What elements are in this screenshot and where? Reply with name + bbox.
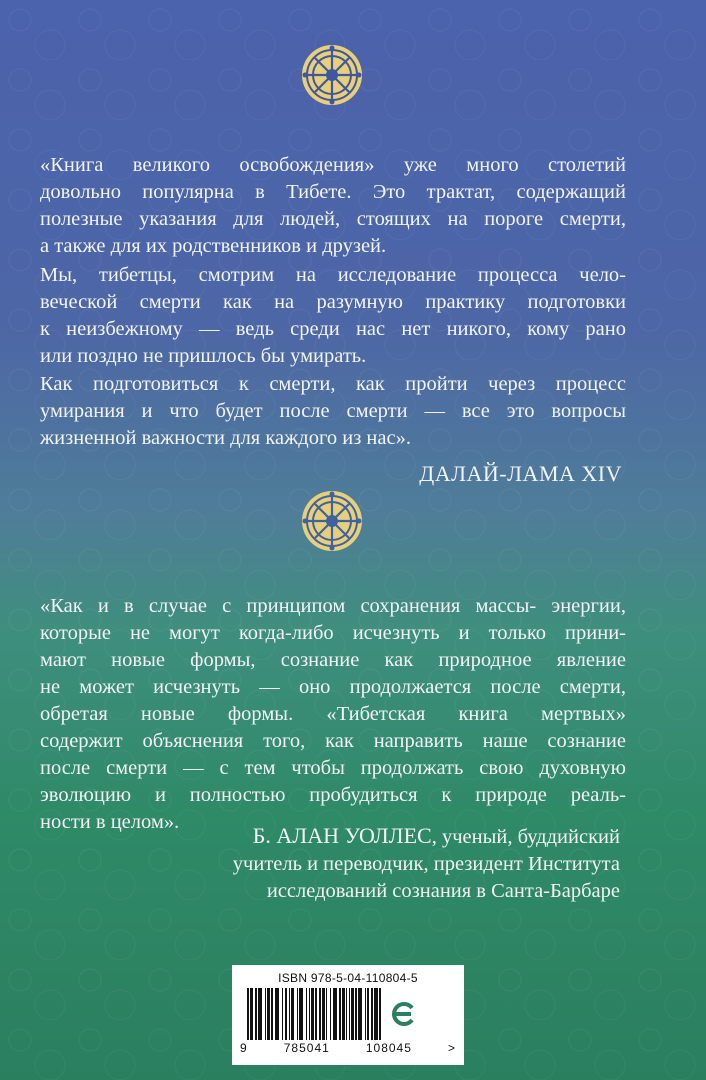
quote1-author: ДАЛАЙ-ЛАМА XIV: [419, 461, 622, 486]
barcode-bar: [326, 988, 327, 1040]
quote2-author-name: Б. АЛАН УОЛЛЕС: [252, 823, 432, 848]
barcode-bar: [278, 988, 279, 1040]
barcode-bar: [291, 988, 293, 1040]
barcode-bar: [299, 988, 301, 1040]
barcode-bar: [286, 988, 287, 1040]
barcode-bar: [358, 988, 359, 1040]
quote2-author-desc: , ученый, буддийский: [431, 826, 620, 848]
barcode-bar: [374, 988, 375, 1040]
quote1-paragraph-1: [40, 152, 626, 260]
barcode-bar: [315, 988, 317, 1040]
barcode-bar: [365, 988, 366, 1040]
text-line: Как подготовиться к смерти, как пройти через процесс: [40, 373, 626, 395]
barcode-bar: [269, 988, 270, 1040]
barcode-bar: [261, 988, 262, 1040]
barcode-bar: [375, 988, 377, 1040]
text-line: умирания и что будет после смерти — все это вопросы: [40, 400, 626, 422]
isbn-barcode: [232, 965, 464, 1065]
barcode-bar: [297, 988, 298, 1040]
barcode-bar: [267, 988, 269, 1040]
text-line: веческой смерти как на разумную практику подготовки: [40, 291, 626, 313]
barcode-bar: [359, 988, 361, 1040]
barcode-bar: [275, 988, 277, 1040]
barcode-bar: [259, 988, 261, 1040]
barcode-bar: [330, 988, 331, 1040]
barcode-digits: [240, 1041, 456, 1055]
barcode-bar: [301, 988, 302, 1040]
quote1-paragraph-2: [40, 262, 626, 370]
barcode-bar: [251, 988, 253, 1040]
text-line: которые не могут когда-либо исчезнуть и только прини-: [40, 622, 626, 644]
dharma-wheel-icon: [301, 490, 363, 552]
text-line: или поздно не пришлось бы умирать.: [40, 345, 367, 367]
barcode-bar: [250, 988, 251, 1040]
barcode-bar: [371, 988, 373, 1040]
barcode-bar: [322, 988, 323, 1040]
quote2-body: [40, 593, 626, 836]
barcode-bar: [293, 988, 294, 1040]
barcode-bar: [282, 988, 283, 1040]
text-line: ности в целом».: [40, 811, 180, 833]
text-line: а также для их родственников и друзей.: [40, 235, 387, 257]
barcode-bar: [349, 988, 350, 1040]
barcode-digit-group: 9: [240, 1041, 248, 1055]
credit-line: [60, 822, 620, 851]
text-line: довольно популярна в Тибете. Это трактат, содержащий: [40, 181, 626, 203]
barcode-bar: [334, 988, 335, 1040]
barcode-bar: [353, 988, 354, 1040]
text-line: содержит объяснения того, как направить наше сознание: [40, 730, 626, 752]
text-line: «Книга великого освобождения» уже много столетий: [40, 154, 626, 176]
barcode-bar: [335, 988, 337, 1040]
barcode-digit-group: 108045: [365, 1041, 412, 1055]
credit-line: исследований сознания в Санта-Барбаре: [266, 880, 620, 902]
text-line: «Как и в случае с принципом сохранения массы- энергии,: [40, 595, 626, 617]
text-line: после смерти — с тем чтобы продолжать свою духовную: [40, 757, 626, 779]
publisher-logo-icon: [384, 994, 424, 1034]
barcode-bar: [311, 988, 313, 1040]
isbn-number: ISBN 978-5-04-110804-5: [278, 971, 418, 985]
barcode-bar: [258, 988, 259, 1040]
text-line: мают новые формы, сознание как природное явление: [40, 649, 626, 671]
barcode-bar: [247, 988, 249, 1040]
barcode-bar: [306, 988, 307, 1040]
barcode-bar: [343, 988, 345, 1040]
text-line: эволюцию и полностью пробудиться к природе реаль-: [40, 784, 626, 806]
quote1-paragraph-3: [40, 371, 626, 452]
barcode-digit-group: >: [447, 1041, 456, 1055]
barcode-bar: [355, 988, 357, 1040]
quote2-author-credit: [60, 822, 620, 905]
barcode-bar: [346, 988, 347, 1040]
barcode-bar: [313, 988, 314, 1040]
barcode-bar: [351, 988, 353, 1040]
barcode-digit-group: 785041: [283, 1041, 330, 1055]
text-line: жизненной важности для каждого из нас».: [40, 427, 411, 449]
barcode-bar: [323, 988, 325, 1040]
barcode-bar: [277, 988, 278, 1040]
barcode-bar: [342, 988, 343, 1040]
barcode-bar: [285, 988, 286, 1040]
barcode-bar: [271, 988, 273, 1040]
barcode-bar: [302, 988, 303, 1040]
barcode-bar: [289, 988, 290, 1040]
credit-line: учитель и переводчик, президент Института: [232, 853, 620, 875]
barcode-bar: [379, 988, 381, 1040]
barcode-bar: [265, 988, 266, 1040]
text-line: не может исчезнуть — оно продолжается после смерти,: [40, 676, 626, 698]
text-line: обретая новые формы. «Тибетская книга мертвых»: [40, 703, 626, 725]
barcode-bar: [333, 988, 334, 1040]
barcode-bar: [309, 988, 310, 1040]
barcode-bar: [319, 988, 321, 1040]
barcode-bar: [361, 988, 362, 1040]
dharma-wheel-icon: [301, 44, 363, 106]
barcode-bar: [367, 988, 369, 1040]
barcode-bar: [339, 988, 341, 1040]
barcode-bar: [255, 988, 257, 1040]
text-line: полезные указания для людей, стоящих на пороге смерти,: [40, 208, 626, 230]
text-line: Мы, тибетцы, смотрим на исследование процесса чело-: [40, 264, 626, 286]
text-line: к неизбежному — ведь среди нас нет никого, кому рано: [40, 318, 626, 340]
barcode-bar: [377, 988, 378, 1040]
